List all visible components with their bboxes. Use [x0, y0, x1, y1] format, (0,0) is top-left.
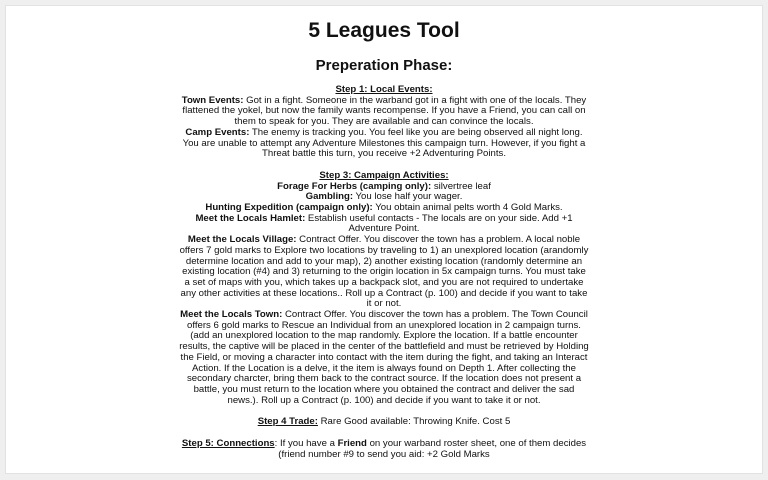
step4-section: [179, 417, 589, 428]
content-column: [179, 18, 589, 461]
step3-section: [179, 171, 589, 406]
step5-text-after: on your warband roster sheet, one of them decides (friend number #9 to send you aid: +2 Gold Marks: [278, 438, 587, 460]
step5-text-before: : If you have a: [274, 438, 338, 450]
step4-title: Step 4 Trade:: [257, 416, 318, 428]
activity-text: Establish useful contacts - The locals are on your side. Add +1 Adventure Point.: [305, 212, 573, 235]
activity-text: You obtain animal pelts worth 4 Gold Marks.: [372, 202, 563, 214]
camp-events: [179, 128, 589, 160]
town-events: [179, 96, 589, 128]
town-events-text: Got in a fight. Someone in the warband got in a fight with one of the locals. They flattened the yokel, but now the family wants recompense. If you have a Friend, you can call on them to speak for you. They are available and can convince the locals.: [182, 94, 587, 128]
camp-events-text: The enemy is tracking you. You feel like you are being observed all night long. You are unable to attempt any Adventure Milestones this campaign turn. However, if you fight a Threat battle this turn, you receive +2 Adventuring Points.: [182, 126, 586, 160]
activity-text: Contract Offer. You discover the town has a problem. A local noble offers 7 gold marks to Explore two locations by traveling to 1) an unexplored location (arandomly determine location and add to your map), 2) another existing location (randomly determine an existing location (#4) and 3) returning to the origin location in 5x campaign turns. You must take a set of maps with you, which takes up a backpack slot, and you are not required to undertake any other activities at these locations.. Roll up a Contract (p. 100) and decide if you want to take it or not.: [179, 234, 589, 310]
page-title: 5 Leagues Tool: [308, 19, 460, 42]
activity-meet-town: [179, 310, 589, 406]
activity-meet-village: [179, 235, 589, 310]
step5-section: [179, 439, 589, 460]
step4-text: Rare Good available: Throwing Knife. Cost 5: [317, 416, 511, 428]
step1-title: Step 1: Local Events:: [335, 84, 433, 95]
activity-label: Meet the Locals Hamlet:: [195, 212, 306, 224]
activity-label: Hunting Expedition (campaign only):: [205, 202, 373, 214]
activity-text: You lose half your wager.: [353, 191, 463, 203]
camp-events-label: Camp Events:: [185, 126, 250, 138]
step3-title: Step 3: Campaign Activities:: [319, 169, 449, 181]
page-card: [5, 5, 763, 474]
step1-section: [179, 85, 589, 160]
activity-label: Gambling:: [305, 191, 354, 203]
phase-title: Preperation Phase:: [315, 57, 453, 74]
activity-text: silvertree leaf: [431, 180, 491, 192]
activity-text: Contract Offer. You discover the town has a problem. The Town Council offers 6 gold marks to Rescue an Individual from an unexplored location in 2 campaign turns. (add an unexplored location to the map randomly. Explore the location. If a battle encounter results, the captive will be placed in the center of the battlefield and must be retrieved by Holding the Field, or moving a character into contact with the item during the fight, and taking an Interact Action. If the Location is a delve, it the item is always found on Depth 1. After collecting the secondary charcter, bring them back to the contract source. If the location does not present a battle, you must return to the location where you obtained the contract and deliver the sad news.). Roll up a Contract (p. 100) and decide if you want to take it or not.: [179, 309, 589, 406]
step5-title: Step 5: Connections: [181, 438, 275, 450]
friend-label: Friend: [337, 438, 367, 450]
activity-meet-hamlet: [179, 214, 589, 235]
town-events-label: Town Events:: [181, 94, 244, 106]
activity-label: Forage For Herbs (camping only):: [277, 180, 432, 192]
activity-label: Meet the Locals Village:: [187, 234, 297, 246]
activity-label: Meet the Locals Town:: [180, 309, 283, 321]
